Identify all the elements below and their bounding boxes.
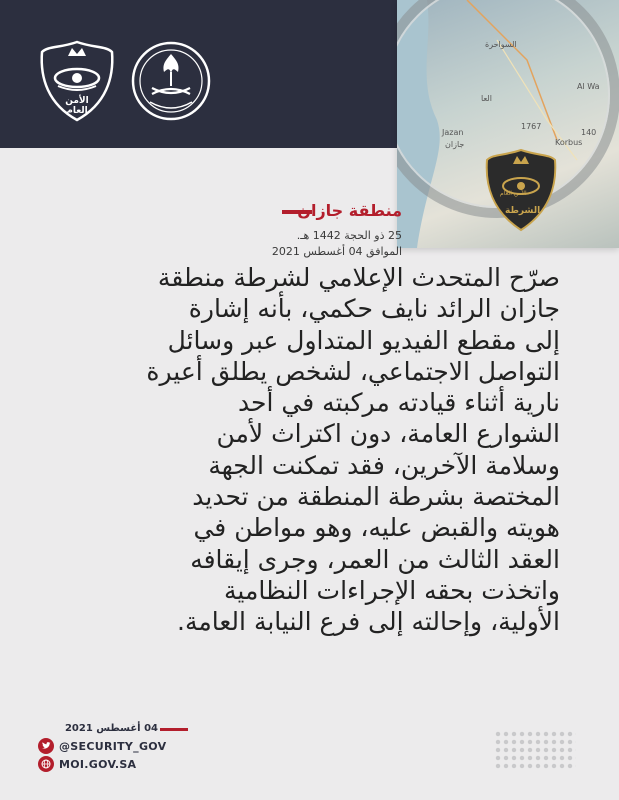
website-link[interactable]: MOI.GOV.SA bbox=[59, 757, 137, 771]
public-security-logo bbox=[34, 38, 120, 124]
decorative-dot-pattern bbox=[494, 730, 576, 770]
website-row[interactable] bbox=[38, 756, 136, 772]
map-label: جازان bbox=[445, 140, 465, 149]
map-label: 140 bbox=[581, 128, 597, 137]
body-line: الأولية، وإحالته إلى فرع النيابة العامة. bbox=[177, 607, 560, 637]
map-label: 1767 bbox=[521, 122, 542, 131]
body-line: واتخذت بحقه الإجراءات النظامية bbox=[224, 575, 560, 605]
body-line: الشوارع العامة، دون اكتراث لأمن bbox=[216, 419, 560, 449]
body-line: العقد الثالث من العمر، وجرى إيقافه bbox=[190, 544, 560, 574]
globe-icon bbox=[38, 756, 54, 772]
gregorian-date: الموافق 04 أغسطس 2021 bbox=[271, 245, 402, 258]
security-logo-text: الأمن العام bbox=[65, 96, 89, 116]
body-line: هويته والقبض عليه، وهو مواطن في bbox=[193, 513, 560, 543]
badge-small-text: الأمن العام bbox=[500, 190, 527, 197]
map-label: Jazan bbox=[442, 128, 464, 137]
statement-body bbox=[60, 262, 560, 638]
twitter-icon bbox=[38, 738, 54, 754]
body-line: جازان الرائد نايف حكمي، بأنه إشارة bbox=[188, 294, 560, 324]
badge-text: الشرطة bbox=[505, 206, 541, 216]
body-line: إلى مقطع الفيديو المتداول عبر وسائل bbox=[167, 325, 560, 355]
body-line: نارية أثناء قيادته مركبته في أحد bbox=[237, 388, 560, 418]
footer-accent-bar bbox=[160, 728, 188, 731]
ministry-of-interior-logo bbox=[128, 38, 214, 124]
body-line: التواصل الاجتماعي، لشخص يطلق أعيرة bbox=[146, 356, 560, 386]
twitter-handle-row[interactable] bbox=[38, 738, 166, 754]
footer-date: 04 أغسطس 2021 bbox=[64, 723, 158, 734]
twitter-handle[interactable]: @SECURITY_GOV bbox=[59, 739, 167, 753]
map-badge-photo bbox=[397, 0, 619, 248]
map-label: السواحرة bbox=[485, 40, 517, 49]
region-title: منطقة جازان bbox=[297, 201, 402, 220]
body-line: صرّح المتحدث الإعلامي لشرطة منطقة bbox=[157, 263, 560, 292]
map-label: Korbus bbox=[555, 138, 583, 147]
body-line: المختصة بشرطة المنطقة من تحديد bbox=[192, 482, 560, 512]
map-label: العا bbox=[481, 94, 492, 103]
map-label: Al Wa bbox=[577, 82, 600, 91]
body-line: وسلامة الآخرين، فقد تمكنت الجهة bbox=[208, 450, 560, 480]
hijri-date: 25 ذو الحجة 1442 هـ. bbox=[296, 229, 402, 242]
